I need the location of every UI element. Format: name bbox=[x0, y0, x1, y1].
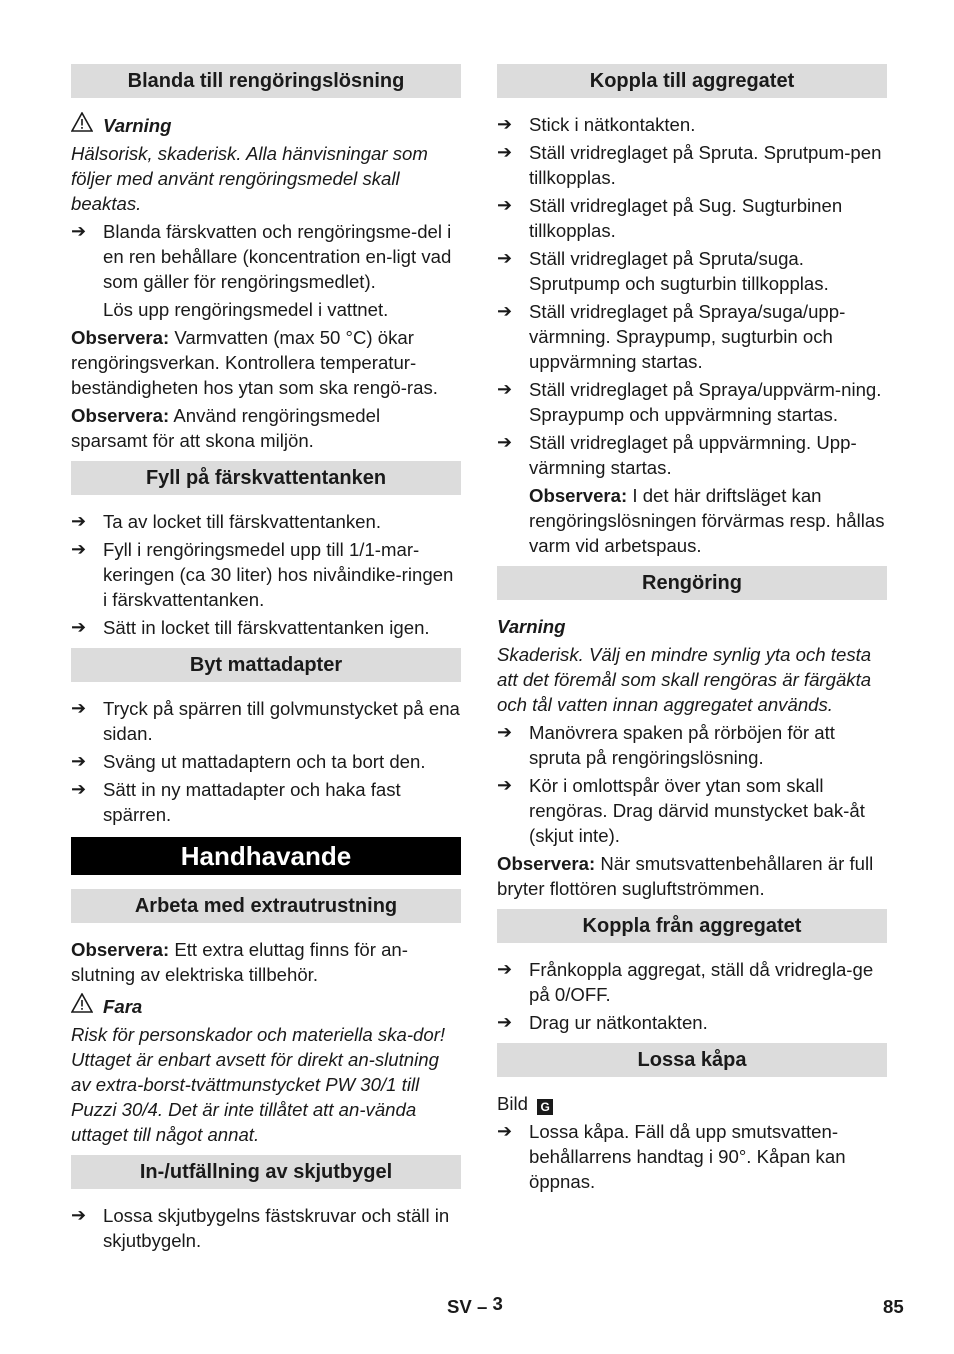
note-text: Varmvatten (max 50 °C) ökar rengöringsverkan. Kontrollera temperatur-beständigheten hos ytan som ska rengö-ras. bbox=[71, 327, 438, 398]
list-item bbox=[71, 777, 461, 827]
section-heading: Koppla från aggregatet bbox=[497, 909, 887, 943]
warning-triangle-icon bbox=[71, 112, 95, 138]
step-text: Sätt in locket till färskvattentanken igen. bbox=[103, 617, 430, 638]
step-text: Manövrera spaken på rörböjen för att spruta på rengöringslösning. bbox=[529, 722, 835, 768]
note-label: Observera: bbox=[71, 405, 170, 426]
list-item bbox=[71, 615, 461, 640]
list-item bbox=[497, 377, 887, 427]
step-text: Ställ vridreglaget på uppvärmning. Upp-värmning startas. bbox=[529, 432, 857, 478]
arrow-right-icon: ➔ bbox=[71, 1205, 87, 1225]
note-text: Ett extra eluttag finns för an-slutning av elektriska tillbehör. bbox=[71, 939, 408, 985]
list-item bbox=[71, 219, 461, 294]
arrow-right-icon: ➔ bbox=[497, 142, 513, 162]
section-heading: Arbeta med extrautrustning bbox=[71, 889, 461, 923]
note-paragraph bbox=[71, 325, 461, 400]
step-text: Ställ vridreglaget på Spruta. Sprutpum-pen tillkopplas. bbox=[529, 142, 882, 188]
arrow-right-icon: ➔ bbox=[71, 221, 87, 241]
figure-reference bbox=[497, 1091, 887, 1116]
danger-label: Fara bbox=[103, 995, 143, 1017]
note-label: Observera: bbox=[71, 939, 170, 960]
arrow-right-icon: ➔ bbox=[71, 751, 87, 771]
danger-heading bbox=[71, 993, 461, 1019]
arrow-right-icon: ➔ bbox=[497, 195, 513, 215]
step-text: Ställ vridreglaget på Sug. Sugturbinen tillkopplas. bbox=[529, 195, 843, 241]
chapter-heading: Handhavande bbox=[71, 837, 461, 875]
section-heading: Koppla till aggregatet bbox=[497, 64, 887, 98]
list-item bbox=[497, 140, 887, 190]
warning-heading bbox=[71, 112, 461, 138]
note-label: Observera: bbox=[529, 485, 628, 506]
warning-triangle-icon bbox=[71, 993, 95, 1019]
step-text: Tryck på spärren till golvmunstycket på ena sidan. bbox=[103, 698, 460, 744]
arrow-right-icon: ➔ bbox=[497, 722, 513, 742]
warning-heading bbox=[497, 614, 887, 639]
section-heading: Byt mattadapter bbox=[71, 648, 461, 682]
step-text: Frånkoppla aggregat, ställ då vridregla-ge på 0/OFF. bbox=[529, 959, 874, 1005]
step-text: Sätt in ny mattadapter och haka fast spärren. bbox=[103, 779, 401, 825]
note-label: Observera: bbox=[71, 327, 170, 348]
figure-letter-box: G bbox=[537, 1099, 553, 1115]
list-item bbox=[71, 1203, 461, 1253]
arrow-right-icon: ➔ bbox=[497, 248, 513, 268]
arrow-right-icon: ➔ bbox=[71, 511, 87, 531]
arrow-right-icon: ➔ bbox=[497, 959, 513, 979]
list-item bbox=[497, 430, 887, 480]
list-item bbox=[71, 509, 461, 534]
arrow-right-icon: ➔ bbox=[497, 301, 513, 321]
list-item bbox=[497, 1010, 887, 1035]
section-heading: In-/utfällning av skjutbygel bbox=[71, 1155, 461, 1189]
arrow-right-icon: ➔ bbox=[71, 617, 87, 637]
list-item bbox=[71, 696, 461, 746]
arrow-right-icon: ➔ bbox=[71, 779, 87, 799]
warning-text: Skaderisk. Välj en mindre synlig yta och testa att det föremål som skall rengöras är färgäkta och tål vatten innan aggregatet används. bbox=[497, 644, 872, 715]
list-item bbox=[497, 112, 887, 137]
list-item bbox=[497, 1119, 887, 1194]
arrow-right-icon: ➔ bbox=[497, 114, 513, 134]
arrow-right-icon: ➔ bbox=[497, 432, 513, 452]
note-paragraph bbox=[497, 483, 887, 558]
list-item bbox=[71, 749, 461, 774]
warning-label: Varning bbox=[497, 616, 566, 637]
section-heading: Lossa kåpa bbox=[497, 1043, 887, 1077]
note-paragraph bbox=[497, 851, 887, 901]
right-column bbox=[497, 64, 887, 1194]
note-text: När smutsvattenbehållaren är full bryter flottören sugluftströmmen. bbox=[497, 853, 874, 899]
footer-language: SV bbox=[447, 1296, 472, 1317]
list-item bbox=[497, 957, 887, 1007]
list-item bbox=[71, 537, 461, 612]
step-text: Stick i nätkontakten. bbox=[529, 114, 696, 135]
list-item bbox=[497, 246, 887, 296]
list-item bbox=[497, 193, 887, 243]
left-column bbox=[71, 64, 461, 1253]
section-heading: Blanda till rengöringslösning bbox=[71, 64, 461, 98]
step-text: Lossa kåpa. Fäll då upp smutsvatten-behållarrens handtag i 90°. Kåpan kan öppnas. bbox=[529, 1121, 846, 1192]
arrow-right-icon: ➔ bbox=[497, 1012, 513, 1032]
figure-label: Bild bbox=[497, 1093, 529, 1114]
list-item bbox=[497, 299, 887, 374]
arrow-right-icon: ➔ bbox=[497, 775, 513, 795]
note-text: Använd rengöringsmedel sparsamt för att skona miljön. bbox=[71, 405, 381, 451]
warning-label: Varning bbox=[103, 114, 172, 136]
footer-section-page: 3 bbox=[492, 1293, 503, 1314]
list-item bbox=[497, 720, 887, 770]
note-label: Observera: bbox=[497, 853, 596, 874]
page-number: 85 bbox=[883, 1296, 904, 1317]
arrow-right-icon: ➔ bbox=[71, 698, 87, 718]
step-text: Lossa skjutbygelns fästskruvar och ställ in skjutbygeln. bbox=[103, 1205, 450, 1251]
danger-text: Risk för personskador och materiella ska-dor! Uttaget är enbart avsett för direkt an-slutning av extra-borst-tvättmunstycket PW 30/1 till Puzzi 30/4. Det är inte tillåtet att an-vända uttaget till något annat. bbox=[71, 1024, 446, 1145]
indent-note: Lös upp rengöringsmedel i vattnet. bbox=[103, 299, 389, 320]
list-item bbox=[497, 773, 887, 848]
arrow-right-icon: ➔ bbox=[497, 379, 513, 399]
section-heading: Rengöring bbox=[497, 566, 887, 600]
step-text: Kör i omlottspår över ytan som skall rengöras. Drag därvid munstycket bak-åt (skjut inte). bbox=[529, 775, 865, 846]
section-heading: Fyll på färskvattentanken bbox=[71, 461, 461, 495]
step-text: Blanda färskvatten och rengöringsme-del i en ren behållare (koncentration en-ligt vad som gäller för rengöringsmedlet). bbox=[103, 221, 452, 292]
step-text: Ta av locket till färskvattentanken. bbox=[103, 511, 382, 532]
arrow-right-icon: ➔ bbox=[497, 1121, 513, 1141]
step-text: Ställ vridreglaget på Spruta/suga. Sprutpump och sugturbin tillkopplas. bbox=[529, 248, 829, 294]
step-text: Sväng ut mattadaptern och ta bort den. bbox=[103, 751, 426, 772]
step-text: Fyll i rengöringsmedel upp till 1/1-mar-keringen (ca 30 liter) hos nivåindike-ringen i färskvattentanken. bbox=[103, 539, 454, 610]
step-text: Ställ vridreglaget på Spraya/uppvärm-ning. Spraypump och uppvärmning startas. bbox=[529, 379, 882, 425]
note-paragraph bbox=[71, 937, 461, 987]
arrow-right-icon: ➔ bbox=[71, 539, 87, 559]
note-paragraph bbox=[71, 403, 461, 453]
step-text: Drag ur nätkontakten. bbox=[529, 1012, 708, 1033]
footer-dash: – bbox=[476, 1296, 488, 1317]
footer-section bbox=[447, 1293, 503, 1318]
note-text: I det här driftsläget kan rengöringslösningen förvärmas resp. hållas varm vid arbetspaus. bbox=[529, 485, 885, 556]
step-text: Ställ vridreglaget på Spraya/suga/upp-värmning. Spraypump, sugturbin och uppvärmning startas. bbox=[529, 301, 846, 372]
warning-text: Hälsorisk, skaderisk. Alla hänvisningar som följer med använt rengöringsmedel skall beaktas. bbox=[71, 143, 428, 214]
